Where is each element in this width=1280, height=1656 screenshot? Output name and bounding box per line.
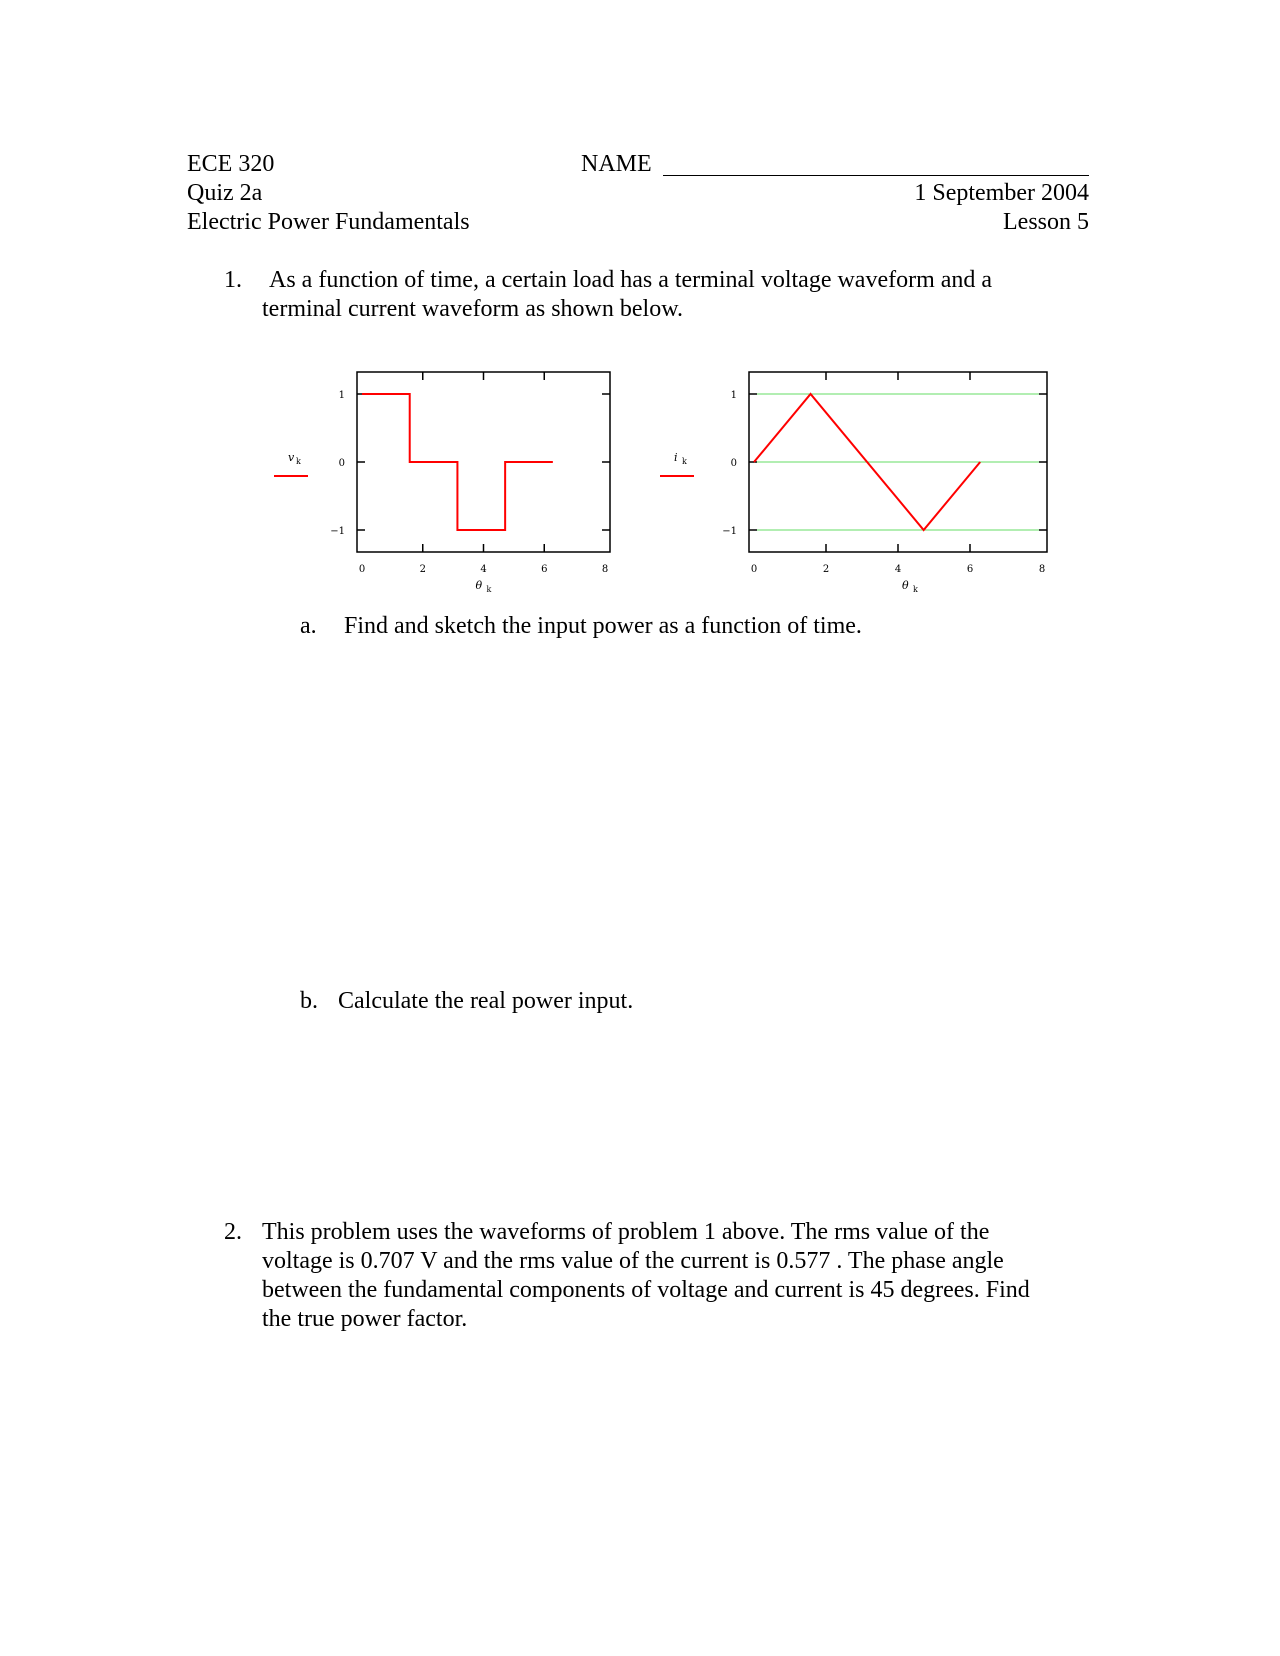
y-axis-label-subscript: k xyxy=(296,457,301,466)
x-tick-label: 6 xyxy=(541,564,548,575)
y-axis-label: v xyxy=(288,451,295,464)
y-tick-label: 0 xyxy=(730,458,737,469)
part-a-text: Find and sketch the input power as a function of time. xyxy=(344,613,862,639)
lesson-number: Lesson 5 xyxy=(1003,209,1089,235)
y-axis-label-subscript: k xyxy=(682,457,687,466)
y-tick-label: 1 xyxy=(338,390,345,401)
problem-1-number: 1. xyxy=(224,267,242,293)
quiz-date: 1 September 2004 xyxy=(914,180,1089,206)
part-b-text: Calculate the real power input. xyxy=(338,988,634,1014)
y-tick-label: −1 xyxy=(722,526,737,537)
x-axis-label: θ xyxy=(475,579,483,592)
x-axis-label-subscript: k xyxy=(913,585,918,594)
part-b-label: b. xyxy=(300,988,318,1014)
voltage-waveform-chart xyxy=(270,360,620,610)
x-tick-label: 0 xyxy=(750,564,758,575)
y-tick-label: 0 xyxy=(338,458,345,469)
problem-2-text-line-2: voltage is 0.707 V and the rms value of the current is 0.577 . The phase angle xyxy=(262,1248,1004,1274)
x-tick-label: 2 xyxy=(419,564,426,575)
y-axis-label: i xyxy=(674,451,678,464)
current-waveform-chart xyxy=(650,360,1060,610)
x-tick-label: 0 xyxy=(358,564,366,575)
y-tick-label: 1 xyxy=(730,390,737,401)
x-axis-label: θ xyxy=(902,579,909,592)
course-code: ECE 320 xyxy=(187,151,275,177)
problem-1-text-line-1: As a function of time, a certain load has a terminal voltage waveform and a xyxy=(269,267,993,293)
x-tick-label: 4 xyxy=(894,564,902,575)
problem-2-text-line-4: the true power factor. xyxy=(262,1306,468,1332)
quiz-title: Quiz 2a xyxy=(187,180,263,206)
x-tick-label: 8 xyxy=(1038,564,1046,575)
y-tick-label: −1 xyxy=(330,526,345,537)
problem-2-number: 2. xyxy=(224,1219,242,1245)
course-topic: Electric Power Fundamentals xyxy=(187,209,470,235)
x-tick-label: 2 xyxy=(822,564,830,575)
x-tick-label: 6 xyxy=(966,564,974,575)
name-field-line[interactable] xyxy=(663,175,1089,176)
problem-2-text-line-1: This problem uses the waveforms of problem 1 above. The rms value of the xyxy=(262,1219,990,1245)
problem-1-text-line-2: terminal current waveform as shown below. xyxy=(262,296,683,322)
problem-2-text-line-3: between the fundamental components of voltage and current is 45 degrees. Find xyxy=(262,1277,1030,1303)
x-tick-label: 4 xyxy=(480,564,487,575)
series-line-v xyxy=(362,394,553,530)
part-a-label: a. xyxy=(300,613,317,639)
name-label: NAME xyxy=(581,151,652,177)
x-tick-label: 8 xyxy=(601,564,609,575)
plot-frame xyxy=(357,372,610,552)
x-axis-label-subscript: k xyxy=(486,585,492,594)
